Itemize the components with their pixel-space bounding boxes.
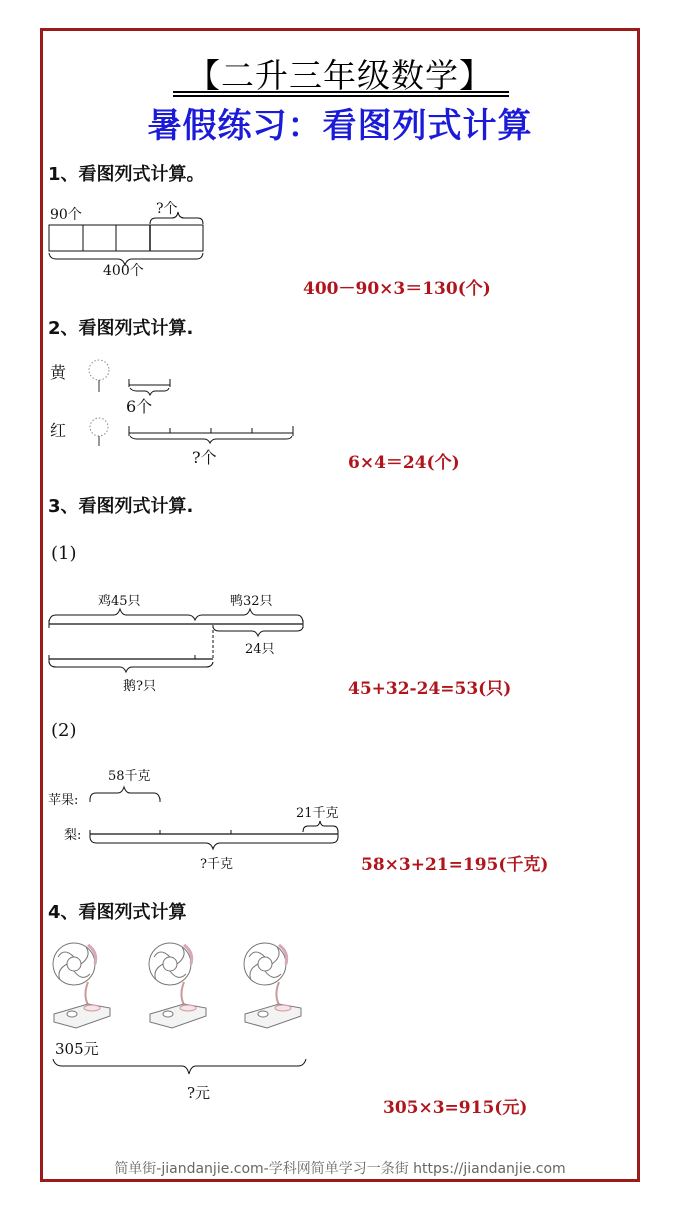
q3-1-answer: 45+32-24=53(只)	[348, 679, 512, 699]
q2-row1-value: 6个	[126, 397, 153, 416]
q1-label-part: 90个	[50, 207, 82, 223]
q3-part1-label: (1)	[51, 543, 77, 564]
q3-2-answer: 58×3+21=195(千克)	[361, 855, 549, 875]
q2-answer: 6×4＝24(个)	[348, 453, 460, 473]
electric-fan-icon	[244, 943, 301, 1028]
question-1-heading: 1、看图列式计算。	[48, 164, 205, 185]
q3-1-duck-label: 鸭32只	[230, 594, 273, 609]
q3-part2-label: (2)	[51, 720, 77, 741]
q3-2-total-label: ?千克	[200, 857, 233, 872]
q3-1-diff-label: 24只	[245, 642, 275, 657]
worksheet-title: 【二升三年级数学】	[187, 56, 493, 95]
question-4-heading: 4、看图列式计算	[48, 902, 187, 923]
q1-label-total: 400个	[103, 263, 144, 279]
q3-1-goose-label: 鹅?只	[123, 679, 156, 694]
q1-label-unknown: ?个	[156, 201, 178, 217]
question-3-heading: 3、看图列式计算.	[48, 496, 194, 517]
q4-answer: 305×3=915(元)	[383, 1098, 528, 1118]
q1-answer: 400－90×3＝130(个)	[303, 279, 491, 299]
q2-row2-value: ?个	[192, 448, 217, 467]
worksheet-subtitle: 暑假练习：看图列式计算	[147, 106, 533, 146]
q3-2-apple-label: 苹果:	[48, 793, 79, 808]
electric-fan-icon	[149, 943, 206, 1028]
question-2-heading: 2、看图列式计算.	[48, 318, 194, 339]
q2-row1-label: 黄	[50, 363, 67, 382]
q3-2-apple-value: 58千克	[108, 769, 151, 784]
footer-watermark: 简单街-jiandanjie.com-学科网简单学习一条街 https://jiandanjie.com	[114, 1161, 566, 1177]
q2-row2-label: 红	[50, 421, 67, 440]
electric-fan-icon	[53, 943, 110, 1028]
q4-unit-price: 305元	[55, 1040, 99, 1058]
q3-2-extra-value: 21千克	[296, 806, 339, 821]
q4-total-label: ?元	[187, 1084, 211, 1102]
q3-1-chicken-label: 鸡45只	[98, 594, 141, 609]
q3-2-pear-label: 梨:	[64, 828, 82, 843]
